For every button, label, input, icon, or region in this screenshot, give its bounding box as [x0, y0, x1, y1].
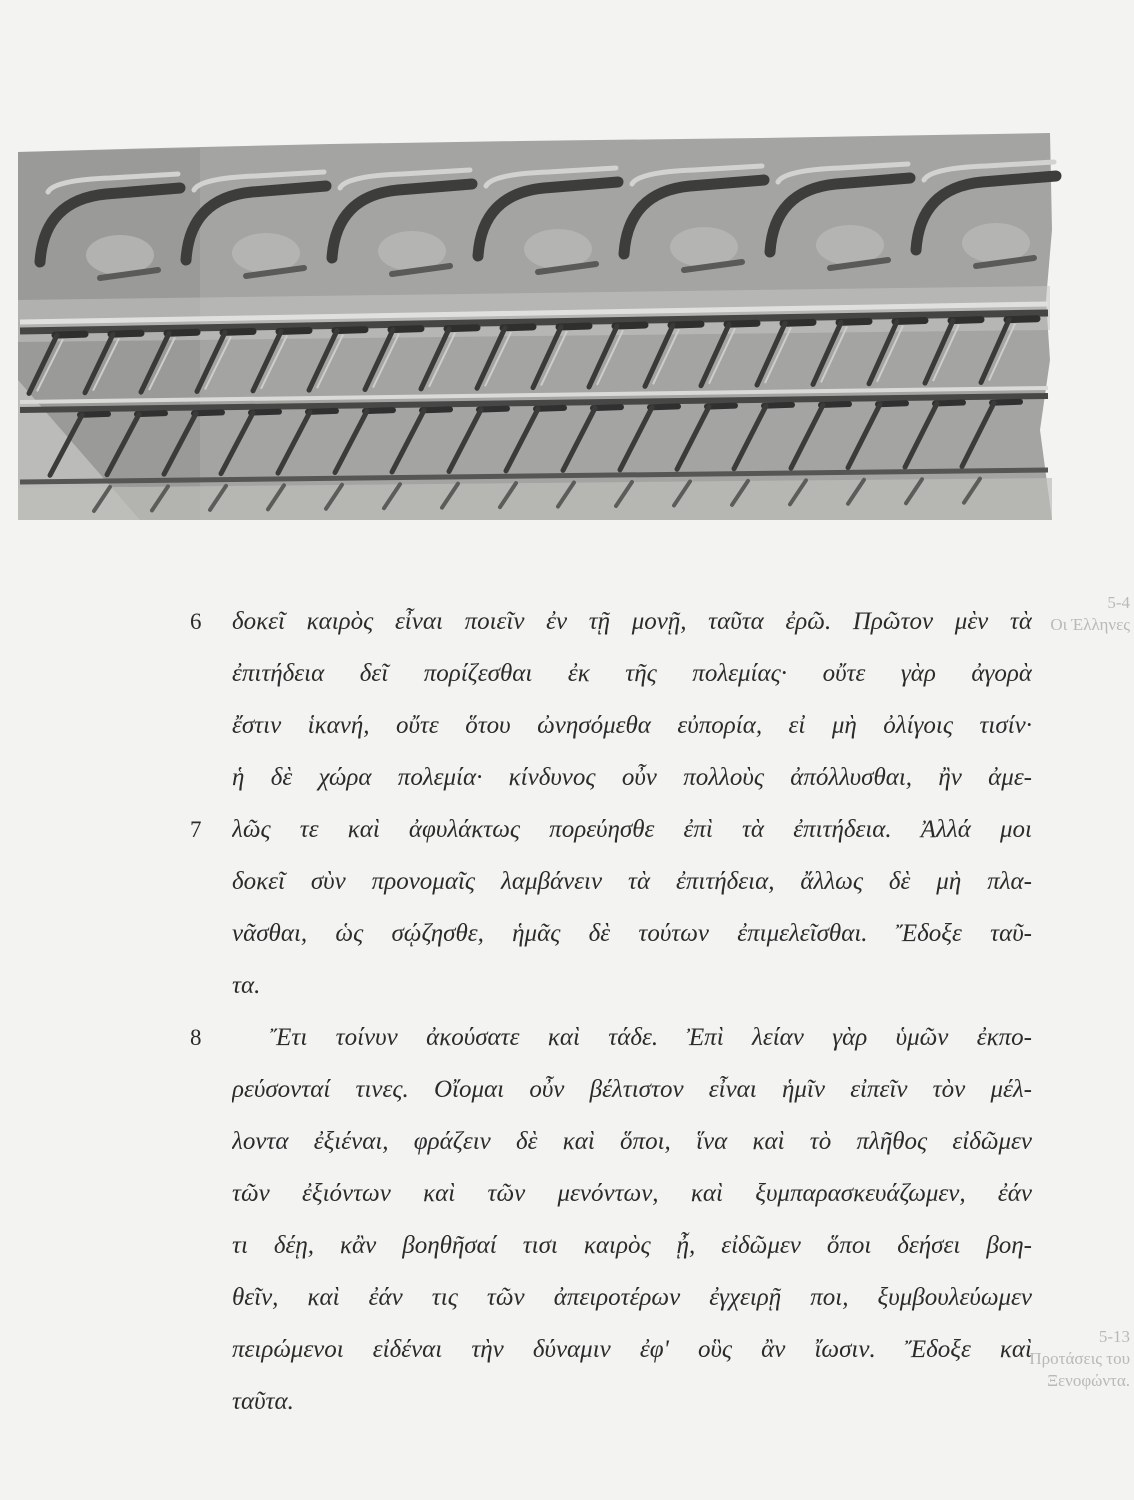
relief-oar-blade — [783, 322, 813, 323]
text-line — [232, 1324, 1032, 1376]
text-line — [190, 596, 1032, 648]
text-line — [190, 804, 1032, 856]
section-number: 7 — [190, 817, 202, 842]
relief-oar-blade — [335, 330, 365, 331]
relief-oar-blade — [895, 321, 925, 322]
relief-oar-blade — [727, 323, 757, 324]
relief-oar-blade — [671, 324, 701, 325]
text-line — [232, 856, 1032, 908]
line-text: Ἔτι τοίνυν ἀκούσατε καὶ τάδε. Ἐπὶ λείαν γὰρ ὑμῶν ἐκπο- — [270, 1024, 1032, 1051]
line-text: ἡ δὲ χώρα πολεμία· κίνδυνος οὖν πολλοὺς ἀπόλλυσθαι, ἢν ἀμε- — [232, 764, 1032, 791]
text-line — [232, 700, 1032, 752]
margin-note-text: Προτάσεις του — [1029, 1349, 1130, 1368]
line-text: λοντα ἐξιέναι, φράζειν δὲ καὶ ὅποι, ἵνα καὶ τὸ πλῆθος εἰδῶμεν — [232, 1128, 1032, 1155]
relief-oar-blade — [279, 330, 309, 331]
text-line — [232, 1376, 1032, 1428]
line-text: δοκεῖ καιρὸς εἶναι ποιεῖν ἐν τῇ μονῇ, ταῦτα ἐρῶ. Πρῶτον μὲν τὰ — [232, 608, 1032, 635]
line-text: λῶς τε καὶ ἀφυλάκτως πορεύησθε ἐπὶ τὰ ἐπιτήδεια. Ἀλλά μοι — [232, 816, 1032, 843]
line-text: νᾶσθαι, ὡς σῴζησθε, ἡμᾶς δὲ τούτων ἐπιμελεῖσθαι. Ἔδοξε ταῦ- — [232, 920, 1032, 947]
margin-note-ref: 5-4 — [1107, 593, 1130, 612]
text-line — [232, 960, 1032, 1012]
text-line — [232, 1116, 1032, 1168]
relief-oar-blade — [223, 331, 253, 332]
text-line — [232, 1272, 1032, 1324]
relief-oar-blade — [55, 334, 85, 335]
text-line — [232, 648, 1032, 700]
line-text: τι δέῃ, κἂν βοηθῆσαί τισι καιρὸς ᾖ, εἰδῶμεν ὅποι δεήσει βοη- — [232, 1232, 1032, 1259]
relief-oar-blade — [503, 327, 533, 328]
section-number: 8 — [190, 1025, 202, 1050]
line-text: τῶν ἐξιόντων καὶ τῶν μενόντων, καὶ ξυμπαρασκευάζωμεν, ἐάν — [232, 1180, 1032, 1207]
text-line — [232, 1220, 1032, 1272]
line-text: πειρώμενοι εἰδέναι τὴν δύναμιν ἐφ' οὓς ἂν ἴωσιν. Ἔδοξε καὶ — [232, 1336, 1032, 1363]
line-text: ἔστιν ἱκανή, οὔτε ὅτου ὠνησόμεθα εὐπορία, εἰ μὴ ὀλίγοις τισίν· — [232, 712, 1032, 739]
margin-note-ref: 5-13 — [1098, 1327, 1130, 1346]
text-line — [190, 1012, 1032, 1064]
line-text: δοκεῖ σὺν προνομαῖς λαμβάνειν τὰ ἐπιτήδεια, ἄλλως δὲ μὴ πλα- — [232, 868, 1032, 895]
greek-text-block — [190, 596, 1032, 1428]
relief-oar-blade — [167, 332, 197, 333]
relief-oar-blade — [559, 326, 589, 327]
relief-oar-blade — [1007, 319, 1037, 320]
relief-oar-blade — [447, 328, 477, 329]
line-text: ταῦτα. — [232, 1388, 294, 1415]
relief-photo — [0, 0, 1134, 540]
relief-oar-blade — [951, 320, 981, 321]
line-text: ἐπιτήδεια δεῖ πορίζεσθαι ἐκ τῆς πολεμίας· οὔτε γὰρ ἀγορὰ — [232, 660, 1032, 687]
relief-oar-blade — [391, 329, 421, 330]
line-text: θεῖν, καὶ ἐάν τις τῶν ἀπειροτέρων ἐγχειρῇ ποι, ξυμβουλεύωμεν — [232, 1284, 1032, 1311]
line-text: τα. — [232, 972, 261, 999]
margin-note-text: Ξενοφώντα. — [1047, 1371, 1130, 1390]
text-line — [232, 1064, 1032, 1116]
margin-note-text: Οι Έλληνες — [1050, 615, 1130, 634]
text-line — [232, 752, 1032, 804]
relief-oar-blade — [111, 333, 141, 334]
text-line — [232, 908, 1032, 960]
line-text: ρεύσονταί τινες. Οἴομαι οὖν βέλτιστον εἶναι ἡμῖν εἰπεῖν τὸν μέλ- — [232, 1076, 1032, 1103]
relief-oar-blade — [839, 321, 869, 322]
section-number: 6 — [190, 609, 202, 634]
relief-oar-blade — [615, 325, 645, 326]
text-line — [232, 1168, 1032, 1220]
